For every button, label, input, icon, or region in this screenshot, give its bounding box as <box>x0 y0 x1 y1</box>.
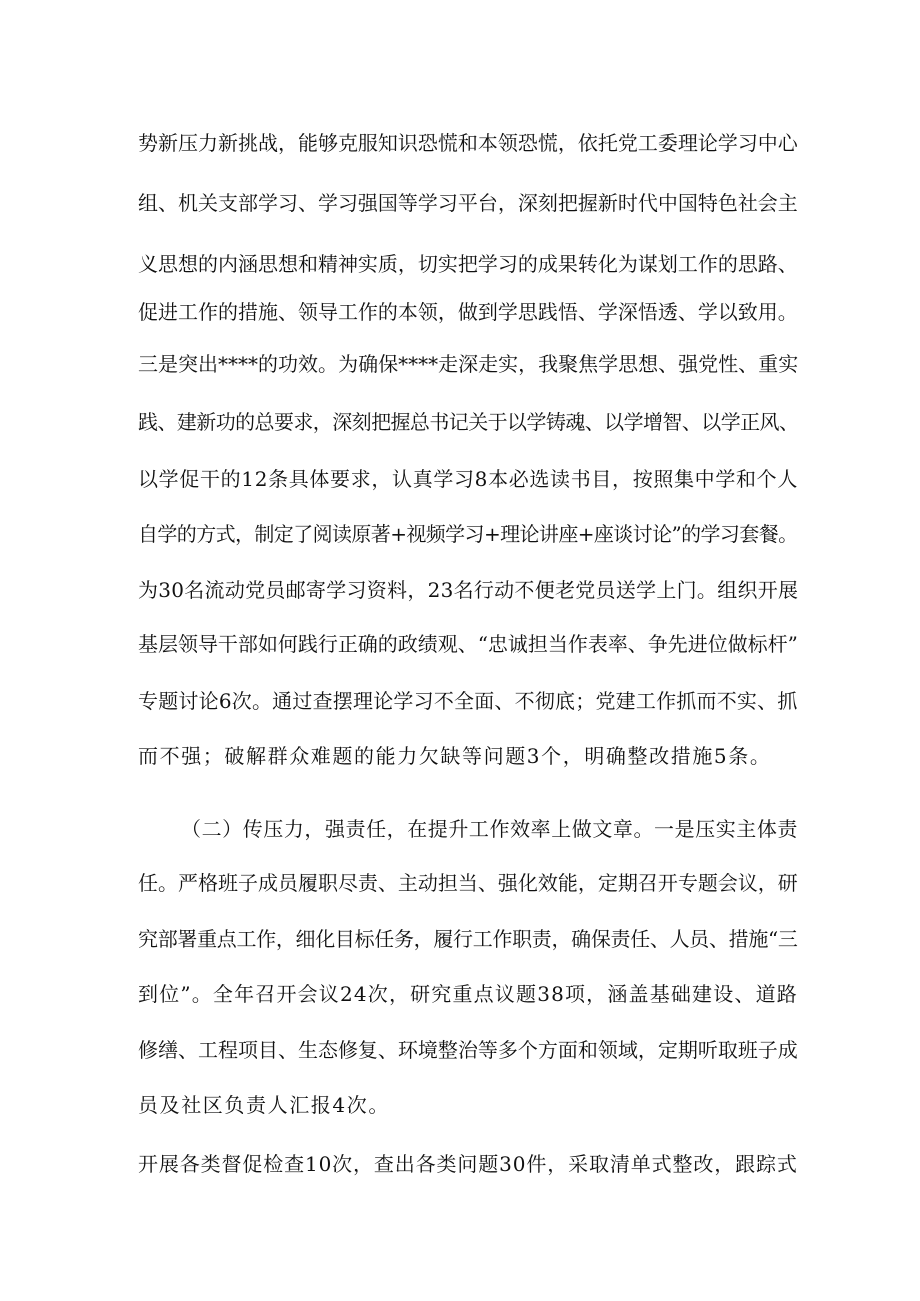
text-line: 组、机关支部学习、学习强国等学习平台，深刻把握新时代中国特色社会主 <box>138 191 798 215</box>
text-line: 践、建新功的总要求，深刻把握总书记关于以学铸魂、以学增智、以学正风、 <box>138 410 799 434</box>
text-line: 三是突出****的功效。为确保****走深走实，我聚焦学思想、强党性、重实 <box>138 352 799 376</box>
text-line: 义思想的内涵思想和精神实质，切实把学习的成果转化为谋划工作的思路、 <box>138 252 798 276</box>
text-line: 以学促干的12条具体要求，认真学习8本必选读书目，按照集中学和个人 <box>138 467 798 491</box>
text-line: 究部署重点工作，细化目标任务，履行工作职责，确保责任、人员、措施“三 <box>138 927 798 951</box>
text-line: 自学的方式，制定了阅读原著+视频学习+理论讲座+座谈讨论”的学习套餐。 <box>138 522 798 546</box>
text-line: 任。严格班子成员履职尽责、主动担当、强化效能，定期召开专题会议，研 <box>138 871 798 895</box>
text-line: 基层领导干部如何践行正确的政绩观、“忠诚担当作表率、争先进位做标杆” <box>138 632 798 656</box>
text-line: 促进工作的措施、领导工作的本领，做到学思践悟、学深悟透、学以致用。 <box>138 300 798 324</box>
text-line: 修缮、工程项目、生态修复、环境整治等多个方面和领域，定期听取班子成 <box>138 1038 798 1062</box>
text-line: 为30名流动党员邮寄学习资料，23名行动不便老党员送学上门。组织开展 <box>138 578 799 602</box>
text-line: 势新压力新挑战，能够克服知识恐慌和本领恐慌，依托党工委理论学习中心 <box>138 131 798 155</box>
text-line: 而不强；破解群众难题的能力欠缺等问题3个，明确整改措施5条。 <box>138 744 772 768</box>
section-heading-line: （二）传压力，强责任，在提升工作效率上做文章。一是压实主体责 <box>181 817 798 841</box>
text-line: 开展各类督促检查10次，查出各类问题30件，采取清单式整改，跟踪式 <box>138 1152 798 1176</box>
text-line: 专题讨论6次。通过查摆理论学习不全面、不彻底；党建工作抓而不实、抓 <box>138 689 798 713</box>
text-line: 到位”。全年召开会议24次，研究重点议题38项，涵盖基础建设、道路 <box>138 982 798 1006</box>
text-line: 员及社区负责人汇报4次。 <box>138 1093 390 1117</box>
